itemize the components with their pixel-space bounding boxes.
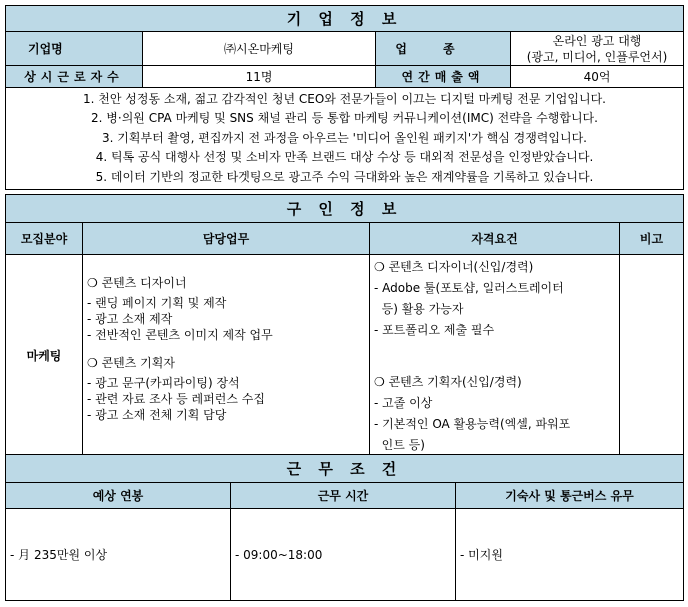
intro-line-4: 4. 틱톡 공식 대행사 선정 및 소비자 만족 브랜드 대상 수상 등 대외적 전문성을 인정받았습니다. <box>95 150 594 165</box>
job-note-value <box>620 255 684 457</box>
business-type-value <box>511 32 684 66</box>
work-conditions-header: 근 무 조 건 <box>6 455 684 483</box>
requirement-line: - 포트폴리오 제출 필수 <box>374 323 495 337</box>
requirement-line: - 기본적인 OA 활용능력(엑셀, 파워포 <box>374 417 571 431</box>
business-type-line2: (광고, 미디어, 인플루언서) <box>526 49 668 64</box>
job-requirements <box>370 255 620 457</box>
col-dorm-header: 기숙사 및 통근버스 유무 <box>456 483 684 509</box>
duty-line: - 광고 소재 제작 <box>87 312 173 326</box>
requirement-line: - 고졸 이상 <box>374 396 433 410</box>
job-info-table <box>5 194 684 457</box>
duty-line: - 전반적인 콘텐츠 이미지 제작 업무 <box>87 328 273 342</box>
company-name-value: ㈜시온마케팅 <box>143 32 376 66</box>
col-duty-header: 담당업무 <box>83 223 370 255</box>
revenue-value: 40억 <box>511 66 684 88</box>
job-info-header: 구 인 정 보 <box>6 195 684 223</box>
duty-line: - 광고 소재 전체 기획 담당 <box>87 408 227 422</box>
duty-line: - 랜딩 페이지 기획 및 제작 <box>87 296 227 310</box>
staff-count-value: 11명 <box>143 66 376 88</box>
staff-count-label: 상시근로자수 <box>6 66 143 88</box>
col-salary-header: 예상 연봉 <box>6 483 231 509</box>
requirement-line: 인트 등) <box>374 438 425 452</box>
company-info-header: 기 업 정 보 <box>6 6 684 32</box>
requirement-spacer <box>374 362 615 372</box>
salary-value: - 月 235만원 이상 <box>6 509 231 601</box>
company-intro <box>6 88 684 190</box>
dorm-value: - 미지원 <box>456 509 684 601</box>
duty-line: ❍ 콘텐츠 디자이너 <box>87 276 187 290</box>
requirement-line: ❍ 콘텐츠 디자이너(신입/경력) <box>374 260 534 274</box>
intro-line-1: 1. 천안 성정동 소재, 젊고 감각적인 청년 CEO와 전문가들이 이끄는 디지털 마케팅 전문 기업입니다. <box>83 92 606 106</box>
company-name-label-text: 기업명 <box>28 41 63 56</box>
requirement-line: 등) 활용 가능자 <box>374 302 464 316</box>
col-requirement-header: 자격요건 <box>370 223 620 255</box>
job-duties <box>83 255 370 457</box>
intro-line-3: 3. 기획부터 촬영, 편집까지 전 과정을 아우르는 '미디어 올인원 패키지'가 핵심 경쟁력입니다. <box>102 130 587 145</box>
duty-spacer <box>87 343 365 355</box>
company-name-label <box>6 32 143 66</box>
intro-line-5: 5. 데이터 기반의 정교한 타겟팅으로 광고주 수익 극대화와 높은 재계약률을 기록하고 있습니다. <box>95 169 594 184</box>
work-conditions-table <box>5 454 684 601</box>
hours-value: - 09:00~18:00 <box>231 509 456 601</box>
company-info-table <box>5 5 684 190</box>
duty-line: - 광고 문구(카피라이팅) 장석 <box>87 376 240 390</box>
revenue-label: 연간매출액 <box>376 66 511 88</box>
duty-line: - 관련 자료 조사 등 레퍼런스 수집 <box>87 392 265 406</box>
requirement-spacer <box>374 341 615 362</box>
intro-line-2: 2. 병·의원 CPA 마케팅 및 SNS 채널 관리 등 통합 마케팅 커뮤니케이션(IMC) 전략을 수행합니다. <box>91 111 598 126</box>
requirement-line: ❍ 콘텐츠 기획자(신입/경력) <box>374 375 522 389</box>
requirement-line: - Adobe 툴(포토샵, 일러스트레이터 <box>374 281 564 295</box>
col-hours-header: 근무 시간 <box>231 483 456 509</box>
col-note-header: 비고 <box>620 223 684 255</box>
duty-line: ❍ 콘텐츠 기획자 <box>87 356 175 370</box>
job-field-value: 마케팅 <box>6 255 83 457</box>
business-type-line1: 온라인 광고 대행 <box>552 33 642 48</box>
col-field-header: 모집분야 <box>6 223 83 255</box>
business-type-label: 업종 <box>376 32 511 66</box>
